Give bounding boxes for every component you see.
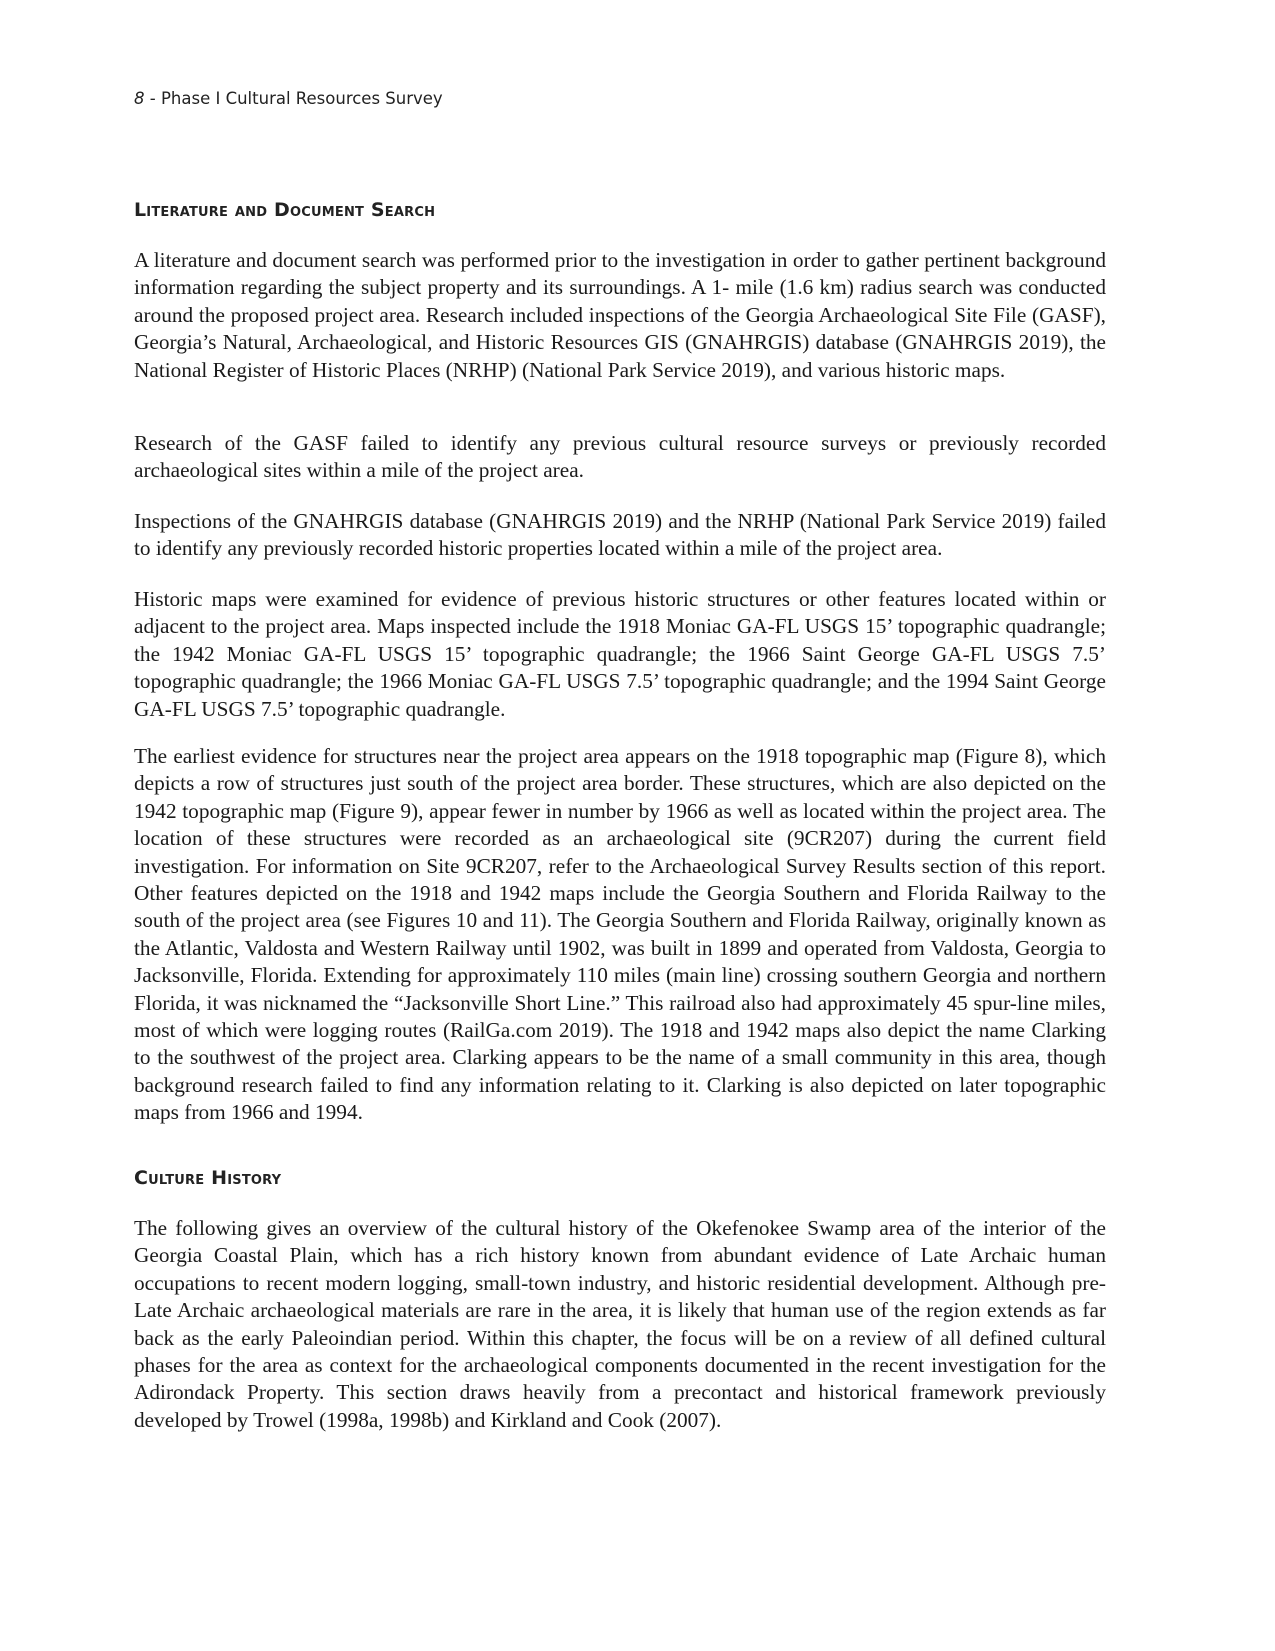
section-heading-culture-history: Culture History <box>134 1167 282 1189</box>
paragraph-earliest-evidence: The earliest evidence for structures near the project area appears on the 1918 topographic map (Figure 8), which depicts a row of structures just south of the project area border. These structures, which are also depicted on the 1942 topographic map (Figure 9), appear fewer in number by 1966 as well as located within the project area. The location of these structures were recorded as an archaeological site (9CR207) during the current field investigation. For information on Site 9CR207, refer to the Archaeological Survey Results section of this report. Other features depicted on the 1918 and 1942 maps include the Georgia Southern and Florida Railway to the south of the project area (see Figures 10 and 11). The Georgia Southern and Florida Railway, originally known as the Atlantic, Valdosta and Western Railway until 1902, was built in 1899 and operated from Valdosta, Georgia to Jacksonville, Florida. Extending for approximately 110 miles (main line) crossing southern Georgia and northern Florida, it was nicknamed the “Jacksonville Short Line.” This railroad also had approximately 45 spur-line miles, most of which were logging routes (RailGa.com 2019). The 1918 and 1942 maps also depict the name Clarking to the southwest of the project area. Clarking appears to be the name of a small community in this area, though background research failed to find any information relating to it. Clarking is also depicted on later topographic maps from 1966 and 1994. <box>134 744 1106 1125</box>
document-title: Phase I Cultural Resources Survey <box>160 89 443 108</box>
section-heading-literature-search: Literature and Document Search <box>134 199 436 221</box>
paragraph-historic-maps: Historic maps were examined for evidence of previous historic structures or other features located within or adjacent to the project area. Maps inspected include the 1918 Moniac GA-FL USGS 15’ topographic quadrangle; the 1942 Moniac GA-FL USGS 15’ topographic quadrangle; the 1966 Saint George GA-FL USGS 7.5’ topographic quadrangle; the 1966 Moniac GA-FL USGS 7.5’ topographic quadrangle; and the 1994 Saint George GA-FL USGS 7.5’ topographic quadrangle. <box>134 587 1106 721</box>
paragraph-culture-history-overview: The following gives an overview of the cultural history of the Okefenokee Swamp area of the interior of the Georgia Coastal Plain, which has a rich history known from abundant evidence of Late Archaic human occupations to recent modern logging, small-town industry, and historic residential development. Although pre-Late Archaic archaeological materials are rare in the area, it is likely that human use of the region extends as far back as the early Paleoindian period. Within this chapter, the focus will be on a review of all defined cultural phases for the area as context for the archaeological components documented in the recent investigation for the Adirondack Property. This section draws heavily from a precontact and historical framework previously developed by Trowel (1998a, 1998b) and Kirkland and Cook (2007). <box>134 1216 1106 1432</box>
paragraph-gnahrgis-inspection: Inspections of the GNAHRGIS database (GNAHRGIS 2019) and the NRHP (National Park Service 2019) failed to identify any previously recorded historic properties located within a mile of the project area. <box>134 509 1106 561</box>
running-header <box>134 89 443 108</box>
paragraph-gasf-research: Research of the GASF failed to identify any previous cultural resource surveys or previously recorded archaeological sites within a mile of the project area. <box>134 431 1106 483</box>
page-number: 8 <box>134 89 145 108</box>
paragraph-literature-search-intro: A literature and document search was performed prior to the investigation in order to gather pertinent background information regarding the subject property and its surroundings. A 1- mile (1.6 km) radius search was conducted around the proposed project area. Research included inspections of the Georgia Archaeological Site File (GASF), Georgia’s Natural, Archaeological, and Historic Resources GIS (GNAHRGIS) database (GNAHRGIS 2019), the National Register of Historic Places (NRHP) (National Park Service 2019), and various historic maps. <box>134 248 1106 382</box>
header-separator: - <box>144 89 161 108</box>
